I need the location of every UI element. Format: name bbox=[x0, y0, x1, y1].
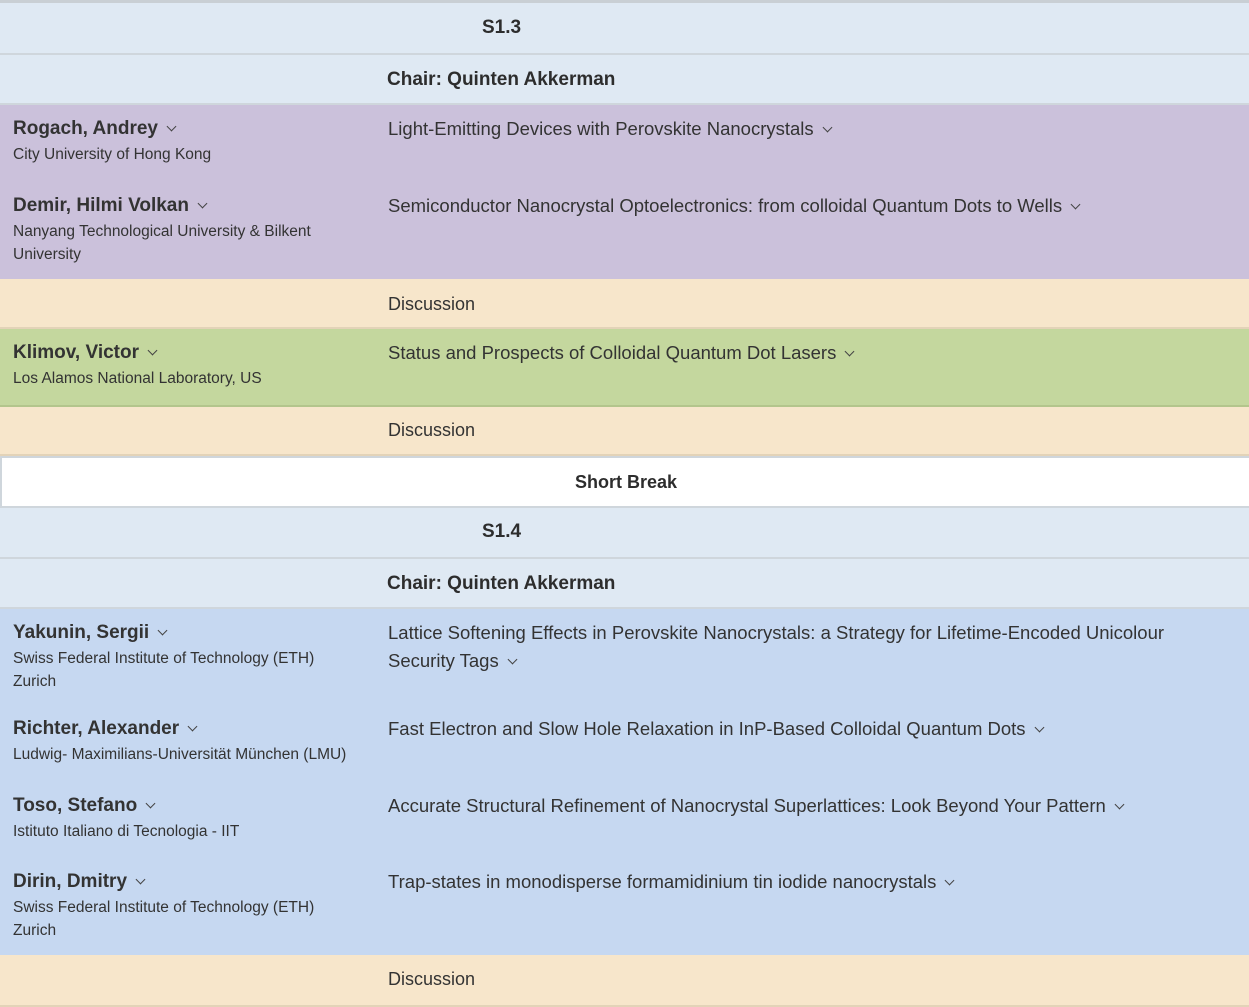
speaker-name[interactable]: Richter, Alexander bbox=[13, 718, 180, 739]
speaker-name[interactable]: Demir, Hilmi Volkan bbox=[13, 195, 189, 216]
discussion-label: Discussion bbox=[388, 969, 476, 989]
talk-title[interactable]: Light-Emitting Devices with Perovskite Nanocrystals bbox=[388, 118, 814, 139]
discussion-row bbox=[0, 279, 1249, 329]
session-code: S1.3 bbox=[482, 17, 522, 38]
discussion-row bbox=[0, 407, 1249, 456]
talk-title-yakunin[interactable] bbox=[388, 619, 1218, 675]
speaker-affiliation: Swiss Federal Institute of Technology (ETH) Zurich bbox=[13, 899, 315, 939]
session-code: S1.4 bbox=[482, 521, 522, 542]
chevron-down-icon[interactable] bbox=[136, 875, 146, 885]
talk-title[interactable]: Lattice Softening Effects in Perovskite Nanocrystals: a Strategy for Lifetime-Encoded Unicolour Security Tags bbox=[388, 622, 1165, 671]
speaker-affiliation: Los Alamos National Laboratory, US bbox=[13, 370, 262, 387]
talk-title[interactable]: Accurate Structural Refinement of Nanocrystal Superlattices: Look Beyond Your Pattern bbox=[388, 795, 1106, 816]
session-header-s1-4 bbox=[0, 508, 1249, 559]
chevron-down-icon[interactable] bbox=[507, 655, 517, 665]
short-break-row bbox=[0, 456, 1249, 508]
talk-title[interactable]: Semiconductor Nanocrystal Optoelectronics: from colloidal Quantum Dots to Wells bbox=[388, 195, 1063, 216]
chevron-down-icon[interactable] bbox=[188, 722, 198, 732]
speaker-affiliation: Ludwig- Maximilians-Universität München (LMU) bbox=[13, 746, 347, 763]
talk-title[interactable]: Fast Electron and Slow Hole Relaxation in InP-Based Colloidal Quantum Dots bbox=[388, 718, 1026, 739]
speaker-affiliation: Swiss Federal Institute of Technology (ETH) Zurich bbox=[13, 650, 315, 690]
speaker-affiliation: City University of Hong Kong bbox=[13, 146, 212, 163]
speaker-toso[interactable] bbox=[13, 794, 373, 843]
speaker-demir[interactable] bbox=[13, 194, 343, 266]
chevron-down-icon[interactable] bbox=[146, 799, 156, 809]
speaker-name[interactable]: Toso, Stefano bbox=[13, 795, 138, 816]
discussion-label: Discussion bbox=[388, 420, 476, 440]
chevron-down-icon[interactable] bbox=[822, 123, 832, 133]
discussion-row bbox=[0, 955, 1249, 1007]
session-chair-s1-4 bbox=[0, 559, 1249, 609]
chevron-down-icon[interactable] bbox=[158, 626, 168, 636]
talk-title-richter[interactable] bbox=[388, 715, 1218, 743]
speaker-rogach[interactable] bbox=[13, 117, 373, 166]
chevron-down-icon[interactable] bbox=[945, 876, 955, 886]
chair-label: Chair: Quinten Akkerman bbox=[387, 573, 616, 594]
talk-title[interactable]: Trap-states in monodisperse formamidinium tin iodide nanocrystals bbox=[388, 871, 937, 892]
short-break-label: Short Break bbox=[575, 472, 678, 492]
speaker-yakunin[interactable] bbox=[13, 621, 343, 693]
talk-title[interactable]: Status and Prospects of Colloidal Quantum Dot Lasers bbox=[388, 342, 837, 363]
chair-label: Chair: Quinten Akkerman bbox=[387, 69, 616, 90]
chevron-down-icon[interactable] bbox=[1071, 200, 1081, 210]
session-header-s1-3 bbox=[0, 3, 1249, 55]
chevron-down-icon[interactable] bbox=[1114, 800, 1124, 810]
speaker-name[interactable]: Yakunin, Sergii bbox=[13, 622, 150, 643]
speaker-klimov[interactable] bbox=[13, 341, 373, 390]
talk-title-klimov[interactable] bbox=[388, 339, 1218, 367]
speaker-dirin[interactable] bbox=[13, 870, 343, 942]
chevron-down-icon[interactable] bbox=[148, 346, 158, 356]
talk-title-demir[interactable] bbox=[388, 192, 1218, 220]
speaker-name[interactable]: Dirin, Dmitry bbox=[13, 871, 128, 892]
talk-block-purple bbox=[0, 105, 1249, 279]
discussion-label: Discussion bbox=[388, 294, 476, 314]
talk-title-rogach[interactable] bbox=[388, 115, 1218, 143]
talk-title-dirin[interactable] bbox=[388, 868, 1218, 896]
speaker-affiliation: Nanyang Technological University & Bilkent University bbox=[13, 223, 311, 263]
chevron-down-icon[interactable] bbox=[167, 122, 177, 132]
chevron-down-icon[interactable] bbox=[1034, 723, 1044, 733]
talk-block-blue bbox=[0, 609, 1249, 955]
speaker-name[interactable]: Klimov, Victor bbox=[13, 342, 139, 363]
speaker-affiliation: Istituto Italiano di Tecnologia - IIT bbox=[13, 823, 240, 840]
talk-block-green bbox=[0, 329, 1249, 407]
session-chair-s1-3 bbox=[0, 55, 1249, 105]
chevron-down-icon[interactable] bbox=[845, 347, 855, 357]
chevron-down-icon[interactable] bbox=[198, 199, 208, 209]
speaker-richter[interactable] bbox=[13, 717, 383, 766]
speaker-name[interactable]: Rogach, Andrey bbox=[13, 118, 158, 139]
talk-title-toso[interactable] bbox=[388, 792, 1218, 820]
